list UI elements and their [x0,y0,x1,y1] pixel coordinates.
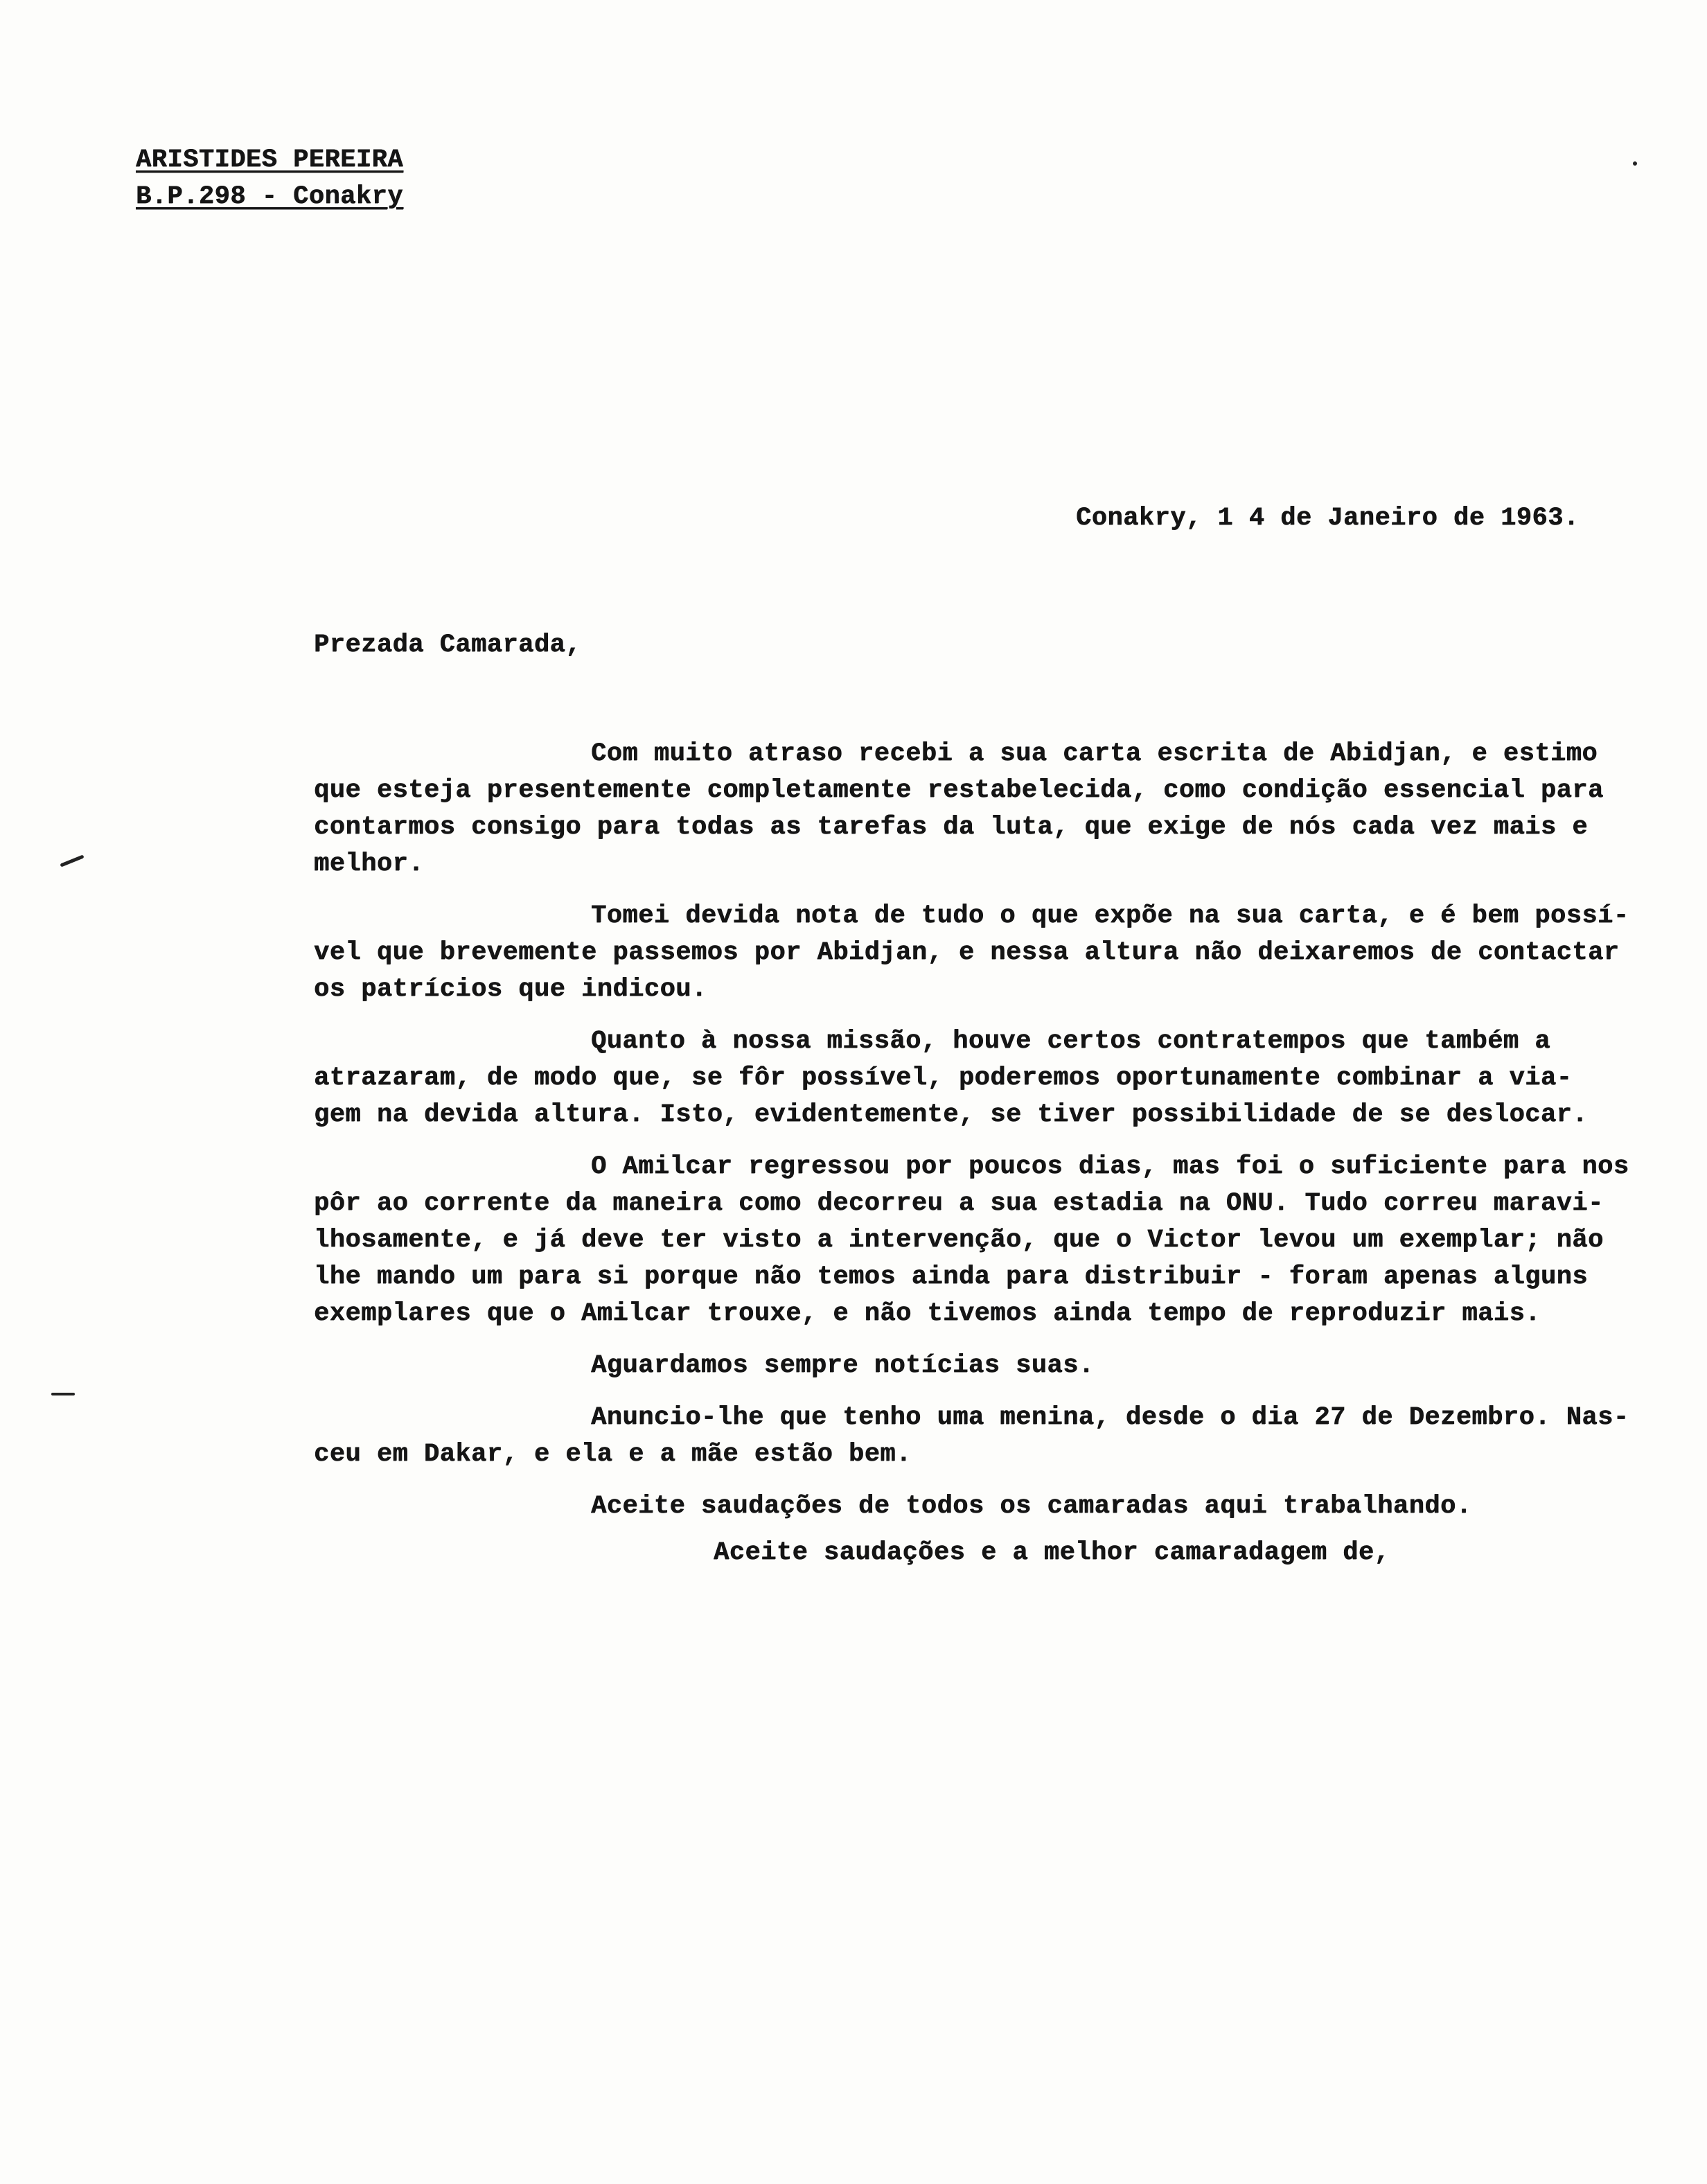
body-line: atrazaram, de modo que, se fôr possível, poderemos oportunamente combinar a via- [314,1064,1573,1093]
body-line: exemplares que o Amilcar trouxe, e não tivemos ainda tempo de reproduzir mais. [314,1299,1541,1328]
letter-body [314,736,1672,1540]
paragraph [314,736,1672,883]
body-line: contarmos consigo para todas as tarefas da luta, que exige de nós cada vez mais e [314,813,1588,842]
body-line: Aguardamos sempre notícias suas. [591,1351,1095,1380]
body-line: Anuncio-lhe que tenho uma menina, desde o dia 27 de Dezembro. Nas- [591,1403,1629,1432]
body-line: melhor. [314,849,424,879]
body-line: O Amilcar regressou por poucos dias, mas foi o suficiente para nos [591,1152,1629,1181]
sender-name: ARISTIDES PEREIRA [136,146,403,175]
body-line: Tomei devida nota de tudo o que expõe na sua carta, e é bem possí- [591,901,1629,931]
scan-mark [1633,161,1637,166]
body-line: gem na devida altura. Isto, evidentemente, se tiver possibilidade de se deslocar. [314,1100,1588,1129]
paragraph [314,1488,1672,1525]
body-line: Com muito atraso recebi a sua carta escrita de Abidjan, e estimo [591,739,1598,768]
body-line: lhe mando um para si porque não temos ainda para distribuir - foram apenas alguns [314,1262,1588,1292]
body-line: lhosamente, e já deve ter visto a intervenção, que o Victor levou um exemplar; não [314,1226,1604,1255]
body-line: que esteja presentemente completamente restabelecida, como condição essencial para [314,776,1604,805]
closing-line: Aceite saudações e a melhor camaradagem de, [714,1538,1390,1567]
paragraph [314,1348,1672,1384]
paragraph [314,898,1672,1008]
letterhead [136,142,403,215]
paragraph [314,1023,1672,1134]
body-line: os patrícios que indicou. [314,975,707,1004]
paragraph [314,1149,1672,1332]
body-line: ceu em Dakar, e ela e a mãe estão bem. [314,1440,912,1469]
salutation: Prezada Camarada, [314,631,581,660]
body-line: pôr ao corrente da maneira como decorreu a sua estadia na ONU. Tudo correu maravi- [314,1189,1604,1218]
date-line: Conakry, 1 4 de Janeiro de 1963. [1076,504,1580,533]
body-line: Quanto à nossa missão, houve certos contratempos que também a [591,1027,1550,1056]
paragraph [314,1400,1672,1473]
body-line: Aceite saudações de todos os camaradas aqui trabalhando. [591,1492,1472,1521]
scan-mark [51,1393,75,1395]
scan-mark [60,854,84,867]
body-line: vel que brevemente passemos por Abidjan, e nessa altura não deixaremos de contactar [314,938,1620,967]
sender-address: B.P.298 - Conakry [136,182,403,211]
